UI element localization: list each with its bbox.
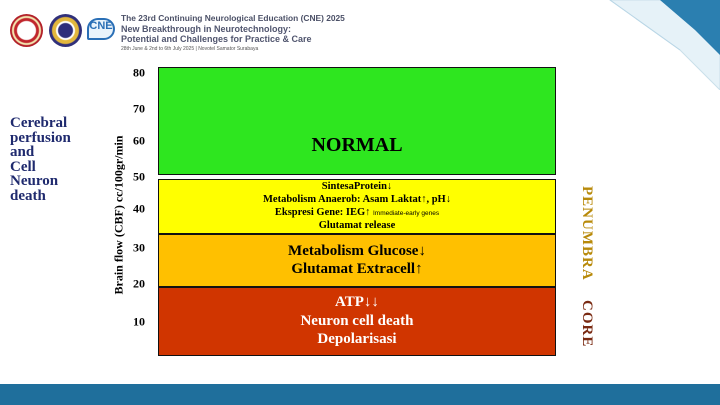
anaerob-metabolism-text: Metabolism Anaerob: Asam Laktat↑, pH↓: [263, 194, 451, 205]
y-tick: 10: [133, 314, 145, 329]
event-subtitle-line2: Potential and Challenges for Practice & Care: [121, 34, 312, 44]
caption-line: perfusion: [10, 129, 71, 146]
y-tick: 80: [133, 65, 145, 80]
y-axis-label: Brain flow (CBF) cc/100gr/min: [111, 135, 126, 295]
y-tick: 50: [133, 169, 145, 184]
depolarisation-text: Depolarisasi: [317, 331, 397, 347]
normal-label: NORMAL: [311, 134, 403, 156]
gene-expression-main: Ekspresi Gene: IEG↑: [274, 207, 371, 218]
caption-line: and: [10, 144, 35, 160]
event-subtitle-line1: New Breakthrough in Neurotechnology:: [121, 24, 292, 34]
footer-bar: [0, 384, 720, 405]
glucose-metabolism-text: Metabolism Glucose↓: [288, 243, 426, 259]
core-label: CORE: [579, 300, 595, 348]
normal-zone: [158, 67, 556, 175]
gene-expression-text: [159, 207, 555, 218]
event-date-venue: 28th June & 2nd to 6th July 2025 | Novotel Samator Surabaya: [121, 46, 259, 52]
core-zone: [158, 287, 556, 356]
hospital-logo: [10, 14, 43, 47]
y-tick: 20: [133, 276, 145, 291]
y-tick: 40: [133, 201, 145, 216]
event-subtitle: [121, 24, 312, 44]
gene-expression-note: Immediate-early genes: [372, 210, 440, 217]
neuron-death-text: Neuron cell death: [300, 313, 414, 329]
left-caption: [10, 116, 110, 203]
atp-text: ATP↓↓: [335, 294, 379, 310]
penumbra-label: PENUMBRA: [579, 186, 595, 281]
caption-line: Cerebral: [10, 115, 68, 131]
protein-synthesis-text: SintesaProtein↓: [321, 181, 393, 192]
corner-decoration: [600, 0, 720, 90]
cne-logo: [84, 12, 118, 46]
y-tick: 70: [133, 101, 145, 116]
caption-line: Neuron: [10, 173, 59, 189]
caption-line: Cell: [10, 158, 36, 175]
glutamate-extracell-text: Glutamat Extracell↑: [291, 261, 423, 277]
university-seal-logo: [49, 14, 82, 47]
glutamate-release-text: Glutamat release: [318, 220, 396, 231]
caption-line: death: [10, 187, 46, 204]
event-title: The 23rd Continuing Neurological Education (CNE) 2025: [121, 13, 345, 23]
penumbra-orange-zone: [158, 234, 556, 287]
y-tick: 30: [133, 240, 145, 255]
cne-logo-text: CNE: [89, 20, 113, 32]
y-tick: 60: [133, 133, 145, 148]
penumbra-yellow-zone: [158, 179, 556, 234]
